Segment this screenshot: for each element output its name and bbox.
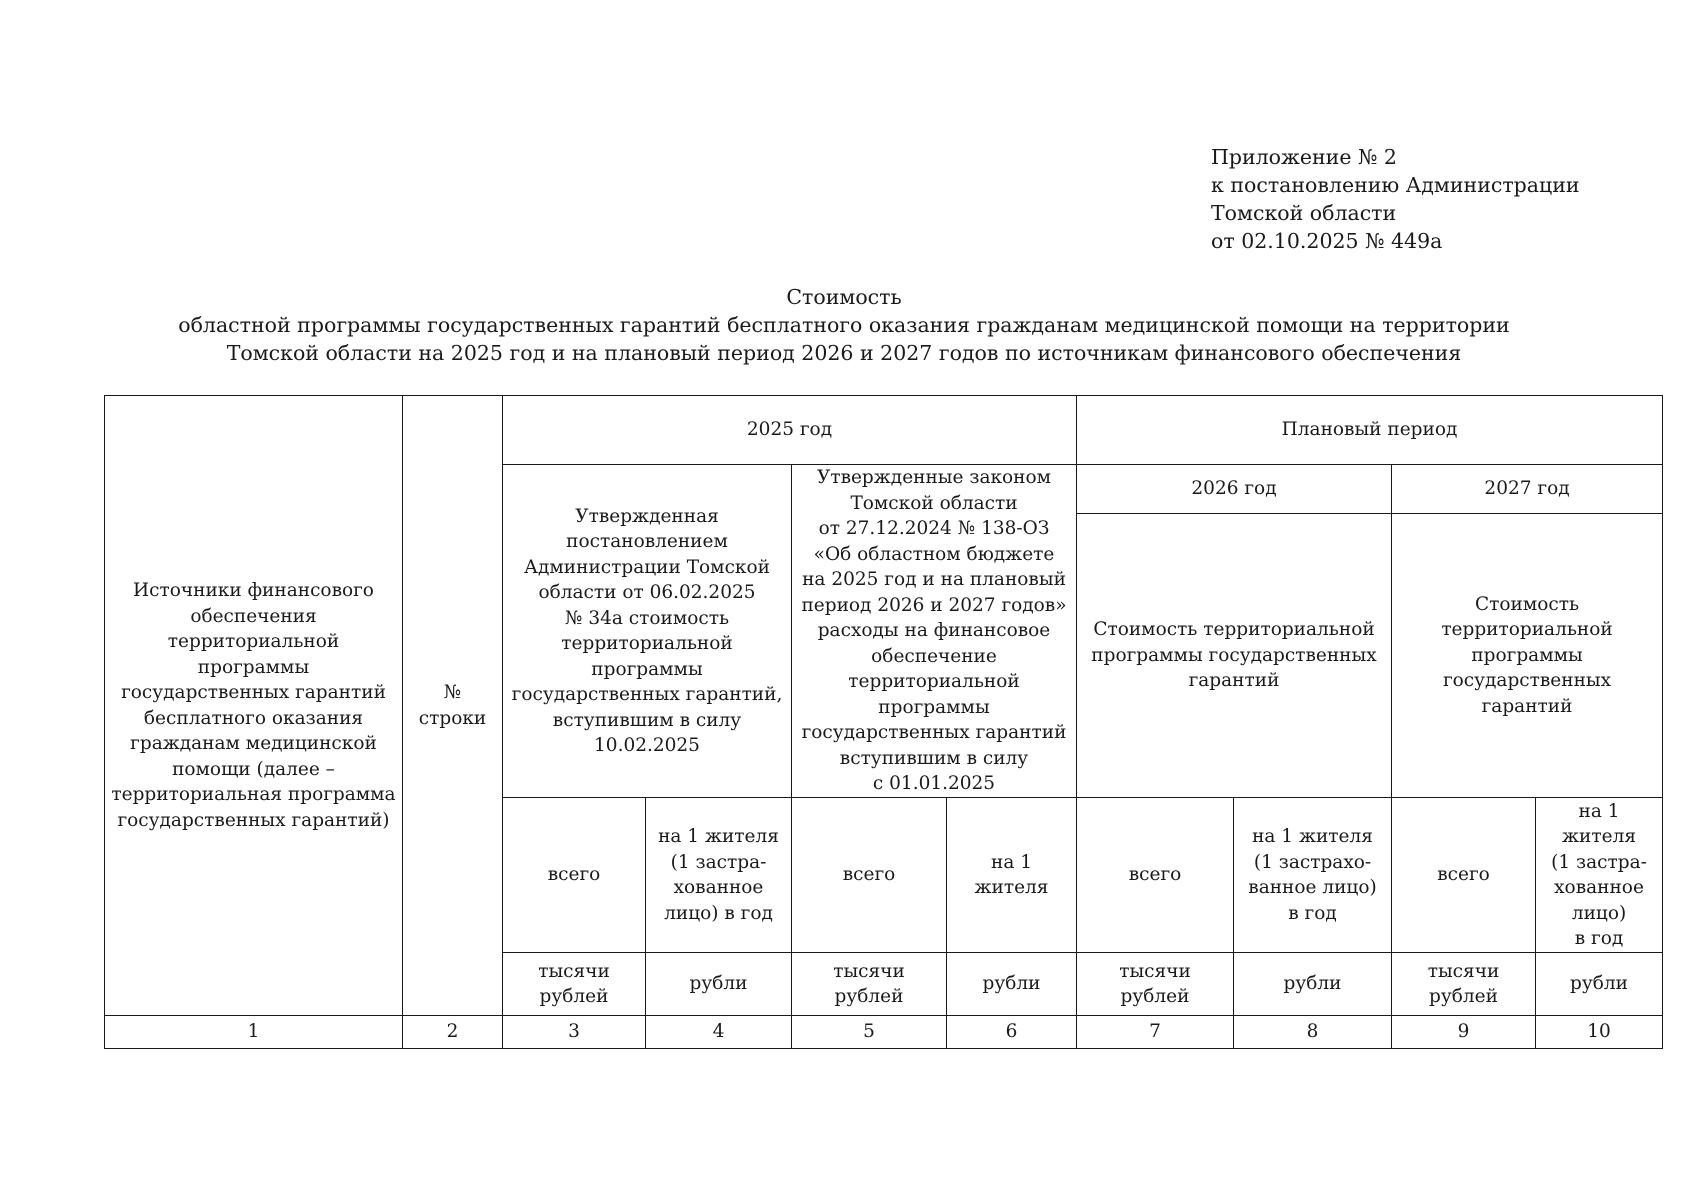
unit-rub-c8: рубли (1234, 953, 1392, 1016)
appendix-line: Приложение № 2 (1211, 145, 1397, 169)
header-funding-sources: Источники финансового обеспечения территориальной программы государственных гарантий бесплатного оказания гражданам медицинской помощи (далее – территориальная программа государственных гарантий) (105, 396, 403, 1016)
appendix-line: от 02.10.2025 № 449а (1211, 229, 1443, 253)
header-per-resident-c4: на 1 жителя (1 застра- хованное лицо) в год (646, 798, 792, 953)
unit-thousand-rub-c3: тысячи рублей (503, 953, 646, 1016)
unit-thousand-rub-c5: тысячи рублей (792, 953, 947, 1016)
column-number: 3 (503, 1016, 646, 1049)
column-numbers-row (105, 1016, 1663, 1049)
unit-rub-c6: рубли (947, 953, 1077, 1016)
header-per-resident-c10: на 1 жителя (1 застра- хованное лицо) в год (1536, 798, 1663, 953)
unit-rub-c4: рубли (646, 953, 792, 1016)
appendix-header (1211, 143, 1580, 255)
document-title (100, 283, 1588, 367)
column-number: 9 (1392, 1016, 1536, 1049)
header-total-c3: всего (503, 798, 646, 953)
header-approved-resolution: Утвержденная постановлением Администрации Томской области от 06.02.2025 № 34а стоимость территориальной программы государственных гарантий, вступившим в силу 10.02.2025 (503, 465, 792, 798)
header-total-c7: всего (1077, 798, 1234, 953)
header-year-2025: 2025 год (503, 396, 1077, 465)
header-row-number: № строки (403, 396, 503, 1016)
header-approved-law: Утвержденные законом Томской области от 27.12.2024 № 138-ОЗ «Об областном бюджете на 2025 год и на плановый период 2026 и 2027 годов» расходы на финансовое обеспечение территориальной программы государственных гарантий вступившим в силу с 01.01.2025 (792, 465, 1077, 798)
header-year-2026: 2026 год (1077, 465, 1392, 514)
column-number: 6 (947, 1016, 1077, 1049)
column-number: 1 (105, 1016, 403, 1049)
column-number: 10 (1536, 1016, 1663, 1049)
header-row-1 (105, 396, 1663, 465)
header-per-resident-c6: на 1 жителя (947, 798, 1077, 953)
column-number: 4 (646, 1016, 792, 1049)
header-total-c5: всего (792, 798, 947, 953)
column-number: 7 (1077, 1016, 1234, 1049)
header-cost-2027: Стоимость территориальной программы государственных гарантий (1392, 514, 1663, 798)
appendix-line: Томской области (1211, 201, 1397, 225)
column-number: 8 (1234, 1016, 1392, 1049)
column-number: 2 (403, 1016, 503, 1049)
title-line: Томской области на 2025 год и на плановый период 2026 и 2027 годов по источникам финансового обеспечения (226, 341, 1462, 365)
cost-table (104, 395, 1663, 1049)
header-cost-2026: Стоимость территориальной программы государственных гарантий (1077, 514, 1392, 798)
appendix-line: к постановлению Администрации (1211, 173, 1580, 197)
header-year-2027: 2027 год (1392, 465, 1663, 514)
header-per-resident-c8: на 1 жителя (1 застрахо- ванное лицо) в год (1234, 798, 1392, 953)
column-number: 5 (792, 1016, 947, 1049)
unit-rub-c10: рубли (1536, 953, 1663, 1016)
unit-thousand-rub-c9: тысячи рублей (1392, 953, 1536, 1016)
title-line: областной программы государственных гарантий бесплатного оказания гражданам медицинской помощи на территории (178, 313, 1510, 337)
unit-thousand-rub-c7: тысячи рублей (1077, 953, 1234, 1016)
header-total-c9: всего (1392, 798, 1536, 953)
header-planned-period: Плановый период (1077, 396, 1663, 465)
title-line: Стоимость (786, 285, 902, 309)
